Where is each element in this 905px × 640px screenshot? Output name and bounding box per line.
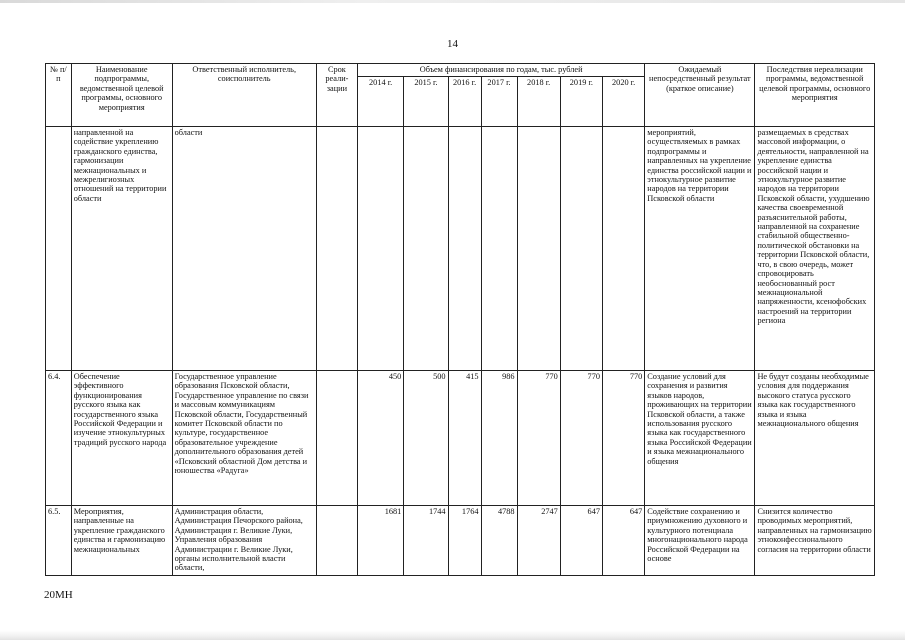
row-result: Создание условий для сохранения и развития языков народов, проживающих на территории Псковской области, а также использования русского языка как государственного языка Российской Федерации и языка межнационального общения <box>645 371 755 506</box>
program-table <box>45 63 875 576</box>
header-year: 2017 г. <box>481 77 517 127</box>
header-year: 2018 г. <box>517 77 560 127</box>
row-consequences: Снизится количество проводимых мероприятий, направленных на гармонизацию этноконфессионального согласия на территории области <box>755 506 875 576</box>
row-term <box>316 506 357 576</box>
row-term <box>316 127 357 371</box>
row-value: 2747 <box>517 506 560 576</box>
header-year: 2019 г. <box>560 77 602 127</box>
header-executor: Ответственный исполнитель, соисполнитель <box>172 64 316 127</box>
table-row <box>46 371 875 506</box>
header-year: 2014 г. <box>357 77 403 127</box>
row-value: 986 <box>481 371 517 506</box>
row-value: 1681 <box>357 506 403 576</box>
row-executor: Государственное управление образования Псковской области, Государственное управление по связи и массовым коммуникациям Псковской области, Государственный комитет Псковской области по культуре, государственное образовательное учреждение дополнительного образования детей «Псковский областной Дом детства и юношества «Радуга» <box>172 371 316 506</box>
row-value <box>357 127 403 371</box>
header-year: 2020 г. <box>603 77 645 127</box>
row-value <box>481 127 517 371</box>
page-number: 14 <box>447 38 458 50</box>
header-year: 2016 г. <box>448 77 481 127</box>
row-num: 6.4. <box>46 371 72 506</box>
row-value <box>517 127 560 371</box>
header-row-top <box>46 64 875 77</box>
table-row <box>46 506 875 576</box>
header-term: Срок реали-зации <box>316 64 357 127</box>
row-result: Содействие сохранению и приумножению духовного и культурного потенциала многонационального народа Российской Федерации на основе <box>645 506 755 576</box>
row-term <box>316 371 357 506</box>
header-result: Ожидаемый непосредственный результат (краткое описание) <box>645 64 755 127</box>
row-executor: области <box>172 127 316 371</box>
header-consequences: Последствия нереализации программы, ведомственной целевой программы, основного мероприятия <box>755 64 875 127</box>
row-value: 450 <box>357 371 403 506</box>
row-executor: Администрация области, Администрация Печорского района, Администрация г. Великие Луки, Управления образования Администрации г. Великие Луки, органы исполнительной власти области, <box>172 506 316 576</box>
row-value: 1764 <box>448 506 481 576</box>
row-value <box>404 127 448 371</box>
row-value: 770 <box>517 371 560 506</box>
row-value: 1744 <box>404 506 448 576</box>
footer-code: 20МН <box>44 589 73 601</box>
row-value <box>448 127 481 371</box>
row-value: 647 <box>560 506 602 576</box>
row-name: направленной на содействие укреплению гражданского единства, гармонизации межнациональных и межрелигиозных отношений на территории области <box>71 127 172 371</box>
row-consequences: размещаемых в средствах массовой информации, о деятельности, направленной на укрепление единства российской нации и этнокультурное развитие народов на территории Псковской области, ухудшению качества своевременной разъяснительной работы, направленной на сохранение стабильной общественно-политической обстановки на территории Псковской области, что, в свою очередь, может спровоцировать необоснованный рост межнациональной напряженности, ксенофобских настроений на территории региона <box>755 127 875 371</box>
row-consequences: Не будут созданы необходимые условия для поддержания высокого статуса русского языка как государственного языка и языка межнационального общения <box>755 371 875 506</box>
row-value: 4788 <box>481 506 517 576</box>
row-num: 6.5. <box>46 506 72 576</box>
row-value <box>603 127 645 371</box>
header-year: 2015 г. <box>404 77 448 127</box>
scan-edge-top <box>0 0 905 3</box>
row-value: 770 <box>603 371 645 506</box>
scan-edge-bottom <box>0 630 905 640</box>
row-value: 415 <box>448 371 481 506</box>
row-result: мероприятий, осуществляемых в рамках подпрограммы и направленных на укрепление единства российской нации и этнокультурное развитие народов на территории Псковской области <box>645 127 755 371</box>
row-value: 500 <box>404 371 448 506</box>
row-value <box>560 127 602 371</box>
header-funding-group: Объем финансирования по годам, тыс. рублей <box>357 64 644 77</box>
row-name: Обеспечение эффективного функционирования русского языка как государственного языка Российской Федерации и изучение этнокультурных традиций русского народа <box>71 371 172 506</box>
row-value: 647 <box>603 506 645 576</box>
header-num: № п/п <box>46 64 72 127</box>
row-name: Мероприятия, направленные на укрепление гражданского единства и гармонизацию межнациональных <box>71 506 172 576</box>
row-value: 770 <box>560 371 602 506</box>
header-name: Наименование подпрограммы, ведомственной целевой программы, основного мероприятия <box>71 64 172 127</box>
table-row <box>46 127 875 371</box>
row-num <box>46 127 72 371</box>
